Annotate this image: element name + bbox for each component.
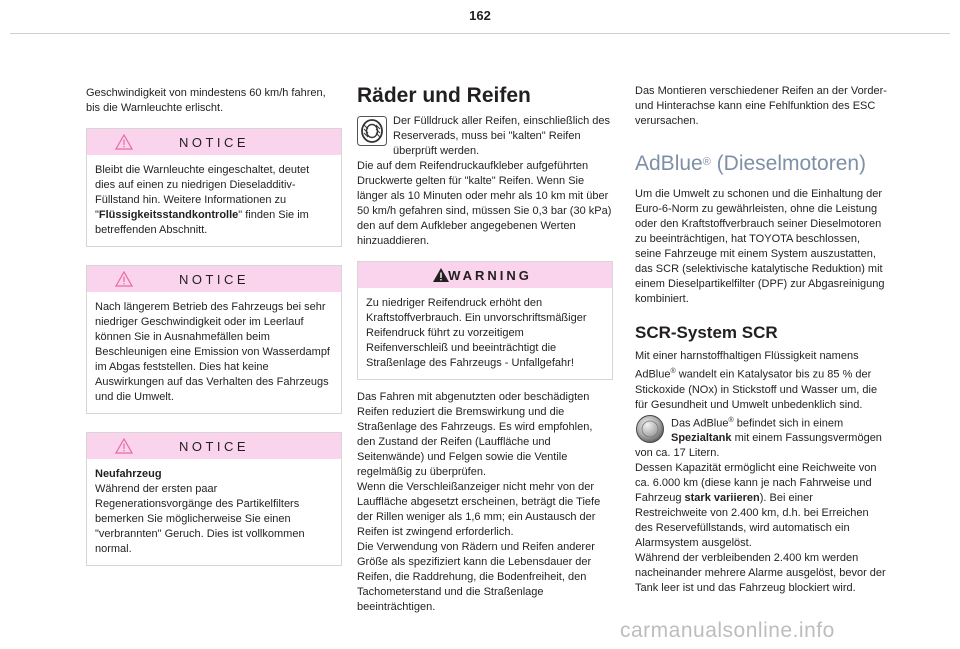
caution-triangle-icon — [115, 438, 133, 454]
alarm-paragraph: Während der verbleibenden 2.400 km werden nacheinander mehrere Alarme ausgelöst, bevor der Tank leer ist und das Fahrzeug blockiert wird. — [635, 552, 886, 595]
tank-text — [635, 413, 887, 462]
tank-paragraph — [635, 413, 887, 462]
tire-icon — [357, 116, 387, 146]
adblue-intro-paragraph: Um die Umwelt zu schonen und die Einhaltung der Euro-6-Norm zu gewährleisten, ohne die Leistung oder den Kraftstoffverbrauch seiner Dieselmotoren zu beeinträchtigen, hat TOYOTA beschlossen, seine Fahrzeuge mit einem System auszustatten, das SCR (selektivische katalytische Reduktion) mit einem Dieselpartikelfilter (DPF) zur Abgasreinigung kombiniert. — [635, 188, 885, 305]
notice-title: NOTICE — [178, 271, 250, 287]
text-part: Mit einer harnstoffhaltigen Flüssigkeit namens AdBlue — [635, 350, 859, 381]
section-heading-adblue — [635, 151, 887, 177]
adblue-tank-icon — [635, 414, 665, 444]
adblue-title: AdBlue — [635, 152, 703, 175]
watermark-text: carmanualsonline.info — [620, 619, 835, 642]
notice-title: NOTICE — [178, 134, 250, 150]
notice-header — [87, 433, 341, 459]
warning-text: Zu niedriger Reifendruck erhöht den Kraftstoffverbrauch. Ein unvorschriftsmäßiger Reifendruck führt zu vorzeitigem Reifenverschleiß und beeinträchtigt die Straßenlage des Fahrzeugs - Unfallgefahr! — [366, 297, 587, 369]
header-divider — [10, 33, 950, 34]
registered-mark: ® — [670, 368, 676, 375]
notice-header — [87, 129, 341, 155]
notice-box-3 — [86, 432, 342, 566]
column-right — [635, 84, 887, 596]
text-part: befindet sich in einem — [733, 417, 844, 430]
notice-heading: Neufahrzeug — [95, 468, 162, 480]
text-part: Das AdBlue — [671, 417, 729, 430]
caution-triangle-icon — [115, 271, 133, 287]
notice-header — [87, 266, 341, 292]
notice-text-part: Während der ersten paar Regenerationsvorgänge des Partikelfilters bemerken Sie möglicherweise Sie einen "verbrannten" Geruch. Dies ist vollkommen normal. — [95, 483, 305, 555]
registered-mark: ® — [728, 416, 734, 424]
column-left — [86, 86, 342, 566]
text-part: mit einem Fassungsvermögen von ca. 17 Litern. — [635, 432, 882, 460]
warning-title: WARNING — [448, 267, 532, 283]
page-number: 162 — [469, 8, 491, 23]
section-heading-wheels: Räder und Reifen — [357, 84, 531, 107]
notice-title: NOTICE — [178, 438, 250, 454]
notice-text: Nach längerem Betrieb des Fahrzeugs bei sehr niedriger Geschwindigkeit oder im Leerlauf können Sie in Ausnahmefällen beim Beschleunigen eine Emission von Wasserdampf im Abgas feststellen. Dies hat keine Auswirkungen auf das Verhalten des Fahrzeugs und die Umwelt. — [95, 301, 330, 403]
section-heading-scr: SCR-System SCR — [635, 323, 778, 342]
notice-text — [87, 459, 341, 565]
warning-triangle-icon — [432, 267, 450, 283]
warning-header — [358, 262, 612, 288]
bold-term: Spezialtank — [671, 432, 732, 445]
text-part: ). Bei einer Restreichweite von 2.400 km, d.h. bei Erreichen des Reservefüllstands, wird automatisch ein Alarmsystem ausgelöst. — [635, 492, 869, 550]
adblue-title-suffix: (Dieselmotoren) — [710, 152, 867, 175]
caution-triangle-icon — [115, 134, 133, 150]
notice-box-2 — [86, 265, 342, 414]
tire-paragraph — [357, 114, 613, 159]
tire-pressure-details: Die auf dem Reifendruckaufkleber aufgeführten Druckwerte gelten für "kalte" Reifen. Wenn Sie länger als 10 Minuten oder mehr als 10 km mit über 50 km/h gefahren sind, müssen Sie 0,3 bar (30 kPa) den auf dem Aufkleber angegebenen Werten hinzuaddieren. — [357, 160, 612, 247]
notice-box-1 — [86, 128, 342, 247]
bold-term: stark variieren — [684, 492, 760, 505]
scr-paragraph — [635, 349, 887, 413]
tire-size-paragraph: Die Verwendung von Rädern und Reifen anderer Größe als spezifiziert kann die Lebensdauer der Reifen, die Raddrehung, die Bodenfreiheit, den Tachometerstand und die Straßenlage beeinträchtigen. — [357, 541, 595, 613]
worn-tires-paragraph: Das Fahren mit abgenutzten oder beschädigten Reifen reduziert die Bremswirkung und die Straßenlage des Fahrzeugs. Es wird empfohlen, den Zustand der Reifen (Lauffläche und Seitenwände) und Felgen sowie die Ventile regelmäßig zu überprüfen. — [357, 391, 593, 478]
range-paragraph — [635, 461, 887, 551]
text-part: wandelt ein Katalysator bis zu 85 % der Stickoxide (NOx) in Stickstoff und Wasser um, die für Gesundheit und Umwelt unbedenklich sind. — [635, 368, 878, 411]
text-part: Dessen Kapazität ermöglicht eine Reichweite von ca. 6.000 km (diese kann je nach Fahrweise und Fahrzeug — [635, 462, 877, 505]
notice-bold-term: Flüssigkeitsstandkontrolle — [98, 209, 239, 221]
notice-text — [87, 155, 341, 246]
tire-pressure-text: Der Fülldruck aller Reifen, einschließlich des Reserverads, muss bei "kalten" Reifen überprüft werden. — [393, 115, 611, 157]
wear-indicator-paragraph: Wenn die Verschleißanzeiger nicht mehr von der Lauffläche abgesetzt erscheinen, beträgt die Tiefe der Rillen weniger als 1,6 mm; ein Austausch der Reifen ist zwingend erforderlich. — [357, 481, 601, 538]
column-middle — [357, 84, 613, 615]
notice-text-part: Bleibt die Warnleuchte eingeschaltet, deutet dies auf einen zu niedrigen Dieseladditiv-Füllstand hin. Weitere Informationen zu " — [95, 164, 310, 221]
esc-paragraph: Das Montieren verschiedener Reifen an der Vorder- und Hinterachse kann eine Fehlfunktion des ESC verursachen. — [635, 85, 887, 127]
intro-paragraph: Geschwindigkeit von mindestens 60 km/h fahren, bis die Warnleuchte erlischt. — [86, 87, 326, 114]
notice-text-part: " finden Sie im betreffenden Abschnitt. — [95, 209, 309, 236]
registered-mark: ® — [702, 156, 711, 168]
warning-box — [357, 261, 613, 380]
